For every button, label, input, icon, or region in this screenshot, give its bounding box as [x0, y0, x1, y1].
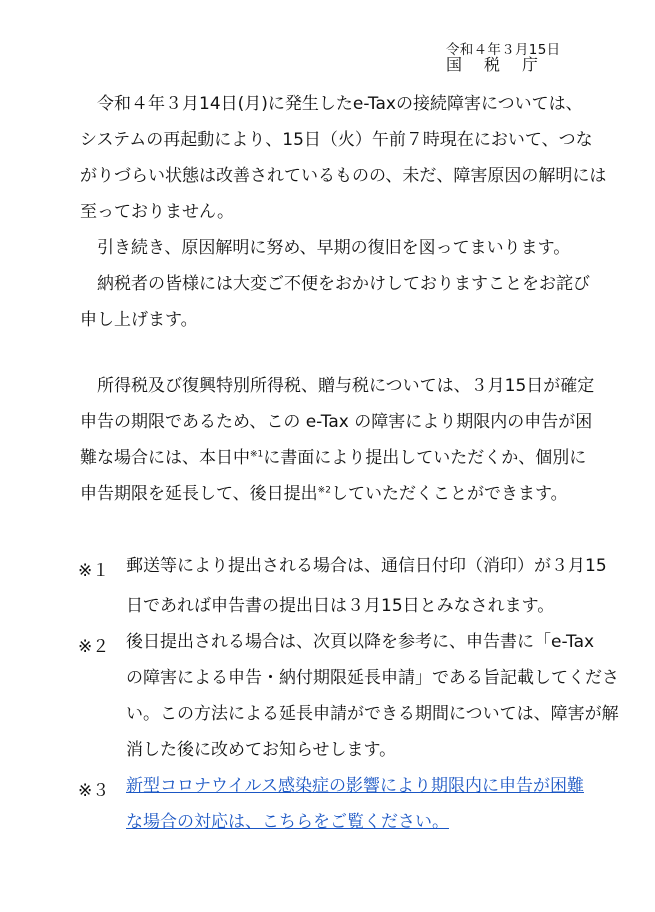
para1-line2: システムの再起動により、15日（火）午前７時現在において、つな — [80, 130, 593, 150]
note1-line1: 郵送等により提出される場合は、通信日付印（消印）が３月15 — [126, 556, 607, 576]
para4-line3 — [80, 442, 586, 474]
para4-line2: 申告の期限であるため、この e-Tax の障害により期限内の申告が困 — [80, 412, 593, 432]
para4-line4-text-a: 申告期限を延長して、後日提出 — [80, 484, 318, 504]
note3-mark: ※３ — [78, 781, 110, 801]
para4-line4-text-b: していただくことができます。 — [330, 484, 568, 504]
covid-info-link-line1[interactable]: 新型コロナウイルス感染症の影響により期限内に申告が困難 — [126, 776, 584, 796]
para3-line2: 申し上げます。 — [80, 310, 198, 330]
para1-line1: 令和４年３月14日(月)に発生したe-Taxの接続障害については、 — [97, 94, 583, 114]
para2-line1: 引き続き、原因解明に努め、早期の復旧を図ってまいります。 — [97, 238, 571, 258]
para1-line4: 至っておりません。 — [80, 202, 235, 222]
issuer-name: 国税庁 — [446, 55, 561, 74]
para4-line3-text-a: 難な場合には、本日中 — [80, 448, 250, 468]
para4-line4 — [80, 478, 568, 510]
para1-line3: がりづらい状態は改善されているものの、未だ、障害原因の解明には — [80, 166, 607, 186]
footnote-ref-1: ※1 — [250, 449, 264, 460]
document-date: 令和４年３月15日 — [446, 42, 561, 58]
note2-line1: 後日提出される場合は、次頁以降を参考に、申告書に「e-Tax — [126, 632, 595, 652]
para4-line3-text-b: に書面により提出していただくか、個別に — [263, 448, 587, 468]
note1-line2: 日であれば申告書の提出日は３月15日とみなされます。 — [126, 596, 555, 616]
note2-line4: 消した後に改めてお知らせします。 — [126, 740, 397, 760]
note2-line3: い。この方法による延長申請ができる期間については、障害が解 — [126, 704, 619, 724]
para4-line1: 所得税及び復興特別所得税、贈与税については、３月15日が確定 — [97, 376, 595, 396]
covid-info-link-line2[interactable]: な場合の対応は、こちらをご覧ください。 — [126, 812, 449, 832]
note2-mark: ※２ — [78, 637, 110, 657]
note1-mark: ※１ — [78, 561, 110, 581]
para3-line1: 納税者の皆様には大変ご不便をおかけしておりますことをお詫び — [97, 274, 590, 294]
footnote-ref-2: ※2 — [317, 485, 331, 496]
note2-line2: の障害による申告・納付期限延長申請」である旨記載してくださ — [126, 668, 619, 688]
